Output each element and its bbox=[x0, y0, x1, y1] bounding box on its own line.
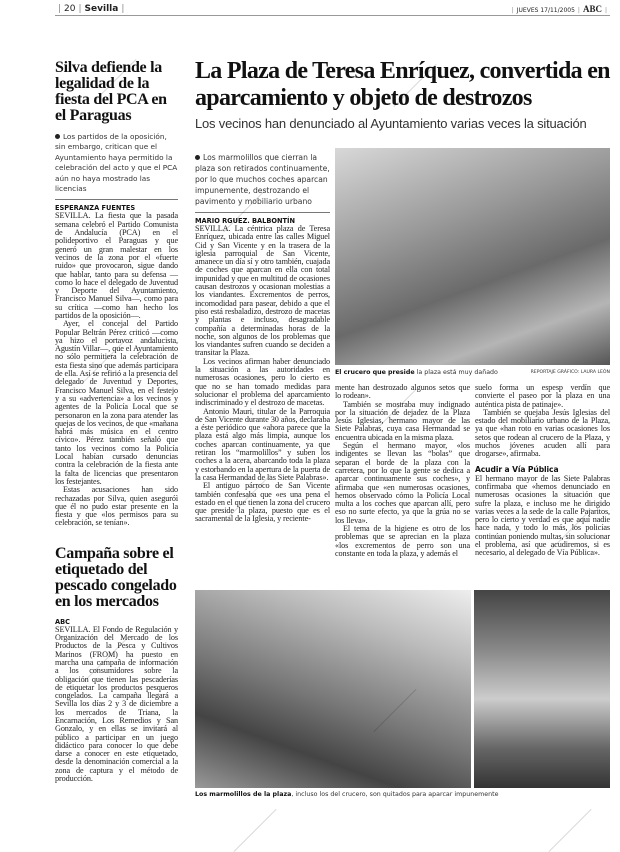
watermark-mark bbox=[233, 809, 276, 852]
left-story-2-body bbox=[55, 626, 178, 784]
main-headline: La Plaza de Teresa Enríquez, convertida en aparcamiento y objeto de destrozos bbox=[195, 58, 610, 111]
main-column-1-block bbox=[195, 152, 330, 524]
left-column bbox=[55, 60, 178, 783]
section-name: Sevilla bbox=[84, 4, 119, 14]
paragraph: SEVILLA. La fiesta que la pasada semana celebró el Partido Comunista de Andalucía (PCA) en el polideportivo el Paraguas y que generó un gran malestar en los vecinos de la zona por el «fuerte ruido» que provocaron, sigue dando que hablar, tanto para su defensa —como lo hace el delegado de Juventud y Deporte del Ayuntamiento, Francisco Manuel Silva—, como para su crítica —como han hecho los partidos de la oposición—. bbox=[55, 211, 178, 320]
left-story-1-deck bbox=[55, 132, 178, 194]
photo-top-caption bbox=[335, 369, 498, 376]
deck-text: Los partidos de la oposición, sin embargo, critican que el Ayuntamiento haya permitido la celebración del acto y que el PCA aún no haya mostrado las licencias bbox=[55, 132, 178, 194]
issue-date: JUEVES 17/11/2005 bbox=[516, 7, 575, 14]
paragraph: SEVILLA. La céntrica plaza de Teresa Enríquez, ubicada entre las calles Miguel Cid y San Vicente y en la trasera de la iglesia parroquial de San Vicente, amanece un día sí y otro también, cuajada de coches que aparcan en ella con total impunidad y que en multitud de ocasiones causan destrozos y ocasionan molestias a los viandantes. Excrementos de perros, incomodidad para pasear, debido a que el piso está resbaladizo, destrozo de macetas y plantas e incluso, desagradable compañía a determinadas horas de la noche, son algunos de los problemas que los viandantes sufren cuando se deciden a transitar la Plaza. bbox=[195, 224, 330, 358]
caption-bold: El crucero que preside bbox=[335, 369, 415, 376]
bullet-icon bbox=[55, 134, 60, 139]
main-byline: MARIO RGUEZ. BALBONTÍN bbox=[195, 217, 295, 225]
paragraph: El tema de la higiene es otro de los problemas que se aprecian en la plaza «los excrementos de perro son una constante en toda la plaza, y además el bbox=[335, 524, 470, 558]
main-column-2 bbox=[335, 384, 470, 558]
photo-credit: REPORTAJE GRÁFICO: LAURA LEÓN bbox=[530, 370, 610, 375]
caption-text: la plaza está muy dañado bbox=[414, 369, 498, 376]
paragraph: También se mostraba muy indignado por la situación de dejadez de la Plaza Jesús Iglesias, hermano mayor de las Siete Palabras, cuya casa Hermandad se encuentra ubicada en la misma plaza. bbox=[335, 399, 470, 442]
page-header-left: | 20 | Sevilla | bbox=[58, 4, 125, 14]
paragraph: SEVILLA. El Fondo de Regulación y Organización del Mercado de los Productos de la Pesca y Cultivos Marinos (FROM) ha puesto en marcha una campaña de información a los consumidores sobre la obligación que tienen las pescaderías de etiquetar los productos pesqueros congelados. La campaña llegará a Sevilla los días 2 y 3 de diciembre a los mercados de Triana, la Encarnación, Los Remedios y San Gonzalo, y en ellas se invitará al público a participar en un juego didáctico para conocer lo que debe darse a conocer en este etiquetado, desde la denominación comercial a la zona de captura y el método de producción. bbox=[55, 624, 178, 784]
paragraph: Los vecinos afirman haber denunciado la situación a las autoridades en numerosas ocasiones, pero lo cierto es que no se han tomado medidas para solucionar el problema del aparcamiento indiscriminado y el destrozo de macetas. bbox=[195, 356, 330, 408]
divider bbox=[55, 199, 178, 200]
caption-text: , incluso los del crucero, son quitados para aparcar impunemente bbox=[291, 791, 499, 798]
paragraph: Estas acusaciones han sido rechazadas por Silva, quien aseguróì que él no pudo estar presente en la fiesta y que «los permisos para su celebración, se tenían». bbox=[55, 485, 178, 528]
main-subheadline: Los vecinos han denunciado al Ayuntamiento varias veces la situación bbox=[195, 116, 587, 131]
paragraph: El hermano mayor de las Siete Palabras confirmaba que «hemos denunciado en numerosas ocasiones la situación que sufre la plaza, e incluso me he dirigido varias veces a la sede de la calle Pajaritos, pero lo cierto y verdad es que aquí nadie hace nada, y todo lo más, los policías continúan poniendo multas, sin solucionar el problema, así que acudiremos, si es necesario, al delegado de Vía Pública». bbox=[475, 473, 610, 558]
paragraph: El antiguo párroco de San Vicente también confesaba que «es una pena el estado en el que tienen la zona del crucero que preside la plaza, puesto que es el sacramental de la Iglesia, y reciente- bbox=[195, 481, 330, 524]
watermark-mark bbox=[548, 809, 591, 852]
left-story-1-headline: Silva defiende la legalidad de la fiesta del PCA en el Paraguas bbox=[55, 59, 167, 124]
left-story-2-byline: ABC bbox=[55, 617, 70, 626]
paragraph: Antonio Mauri, titular de la Parroquia de San Vicente durante 30 años, declaraba a éste periódico que «ahora parece que la plaza está algo más limpia, aunque los coches aparcan continuamente, ya que retiran los “marmolillos” y suben los coches a la acera, abarcando toda la plaza y estorbando en la apertura de la puerta de la casa Hermandad de las Siete Palabras». bbox=[195, 406, 330, 482]
caption-bold: Los marmolillos de la plaza bbox=[195, 791, 292, 798]
page-number: 20 bbox=[64, 4, 76, 14]
main-deck bbox=[195, 152, 330, 207]
main-headline-block bbox=[195, 58, 610, 132]
paragraph: suelo forma un espesp verdín que convierte el paseo por la plaza en una auténtica pista de patinaje». bbox=[475, 383, 610, 409]
bullet-icon bbox=[195, 155, 200, 160]
page-header-right: | JUEVES 17/11/2005 | ABC | bbox=[511, 4, 607, 14]
brand-logo: ABC bbox=[582, 4, 602, 14]
main-column-3 bbox=[475, 384, 610, 558]
left-story-1-byline: ESPERANZA FUENTES bbox=[55, 204, 136, 213]
photo-crucero-detail bbox=[474, 590, 610, 788]
paragraph: También se quejaba Jesús Iglesias del estado del mobiliario urbano de la Plaza, ya que «han roto en varias ocasiones los setos que rodean al crucero de la Plaza, y muchos jóvenes acuden allí para drogarse», afirmaba. bbox=[475, 407, 610, 459]
photo-marmolillos bbox=[195, 590, 471, 788]
photo-crucero bbox=[335, 148, 610, 365]
deck-text: Los marmolillos que cierran la plaza son retirados continuamente, por lo que muchos coches aparcan impunemente, destrozando el pavimento y mobiliario urbano bbox=[195, 153, 330, 206]
main-column-1 bbox=[195, 225, 330, 524]
divider bbox=[195, 212, 330, 213]
paragraph: Según el hermano mayor, «los indigentes se llevan las “bolas” que separan el borde de la plaza con la carretera, por lo que la gente se dedica a aparcar continuamente sus coches», y afirmaba que «en numerosas ocasiones, hemos observado cómo la Policía Local multa a los coches que aparcan allí, pero eso no surte efecto, ya que la grúa no se los lleva». bbox=[335, 441, 470, 525]
photo-bottom-caption bbox=[195, 791, 498, 798]
left-story-1-body bbox=[55, 212, 178, 527]
header-rule bbox=[55, 15, 610, 16]
subhead: Acudir a Vía Pública bbox=[475, 464, 559, 474]
left-story-2-headline: Campaña sobre el etiquetado del pescado congelado en los mercados bbox=[55, 544, 177, 610]
paragraph: mente han destrozado algunos setos que lo rodean». bbox=[335, 383, 470, 401]
paragraph: Ayer, el concejal del Partido Popular Beltrán Pérez criticó —como ya hizo el portavoz andalucista, Agustín Villar—, que el Ayuntamiento no sólo permitiera la celebración de esta fiesta sino que además participara de ella. Así se refirió a la presencia del delegado de Juventud y Deportes, Francisco Manuel Silva, en el festejo y a su «advertencia» a los vecinos y agentes de la Policía Local que se personaron en la zona para atender las quejas de los vecinos, de que «mañana habrá más música en el centro cívico». Pérez también señaló que tanto los vecinos como la Policía Local habían cursado denuncias contra la celebración de la fiesta ante la falta de licencias que presentaron los festejantes. bbox=[55, 319, 178, 486]
